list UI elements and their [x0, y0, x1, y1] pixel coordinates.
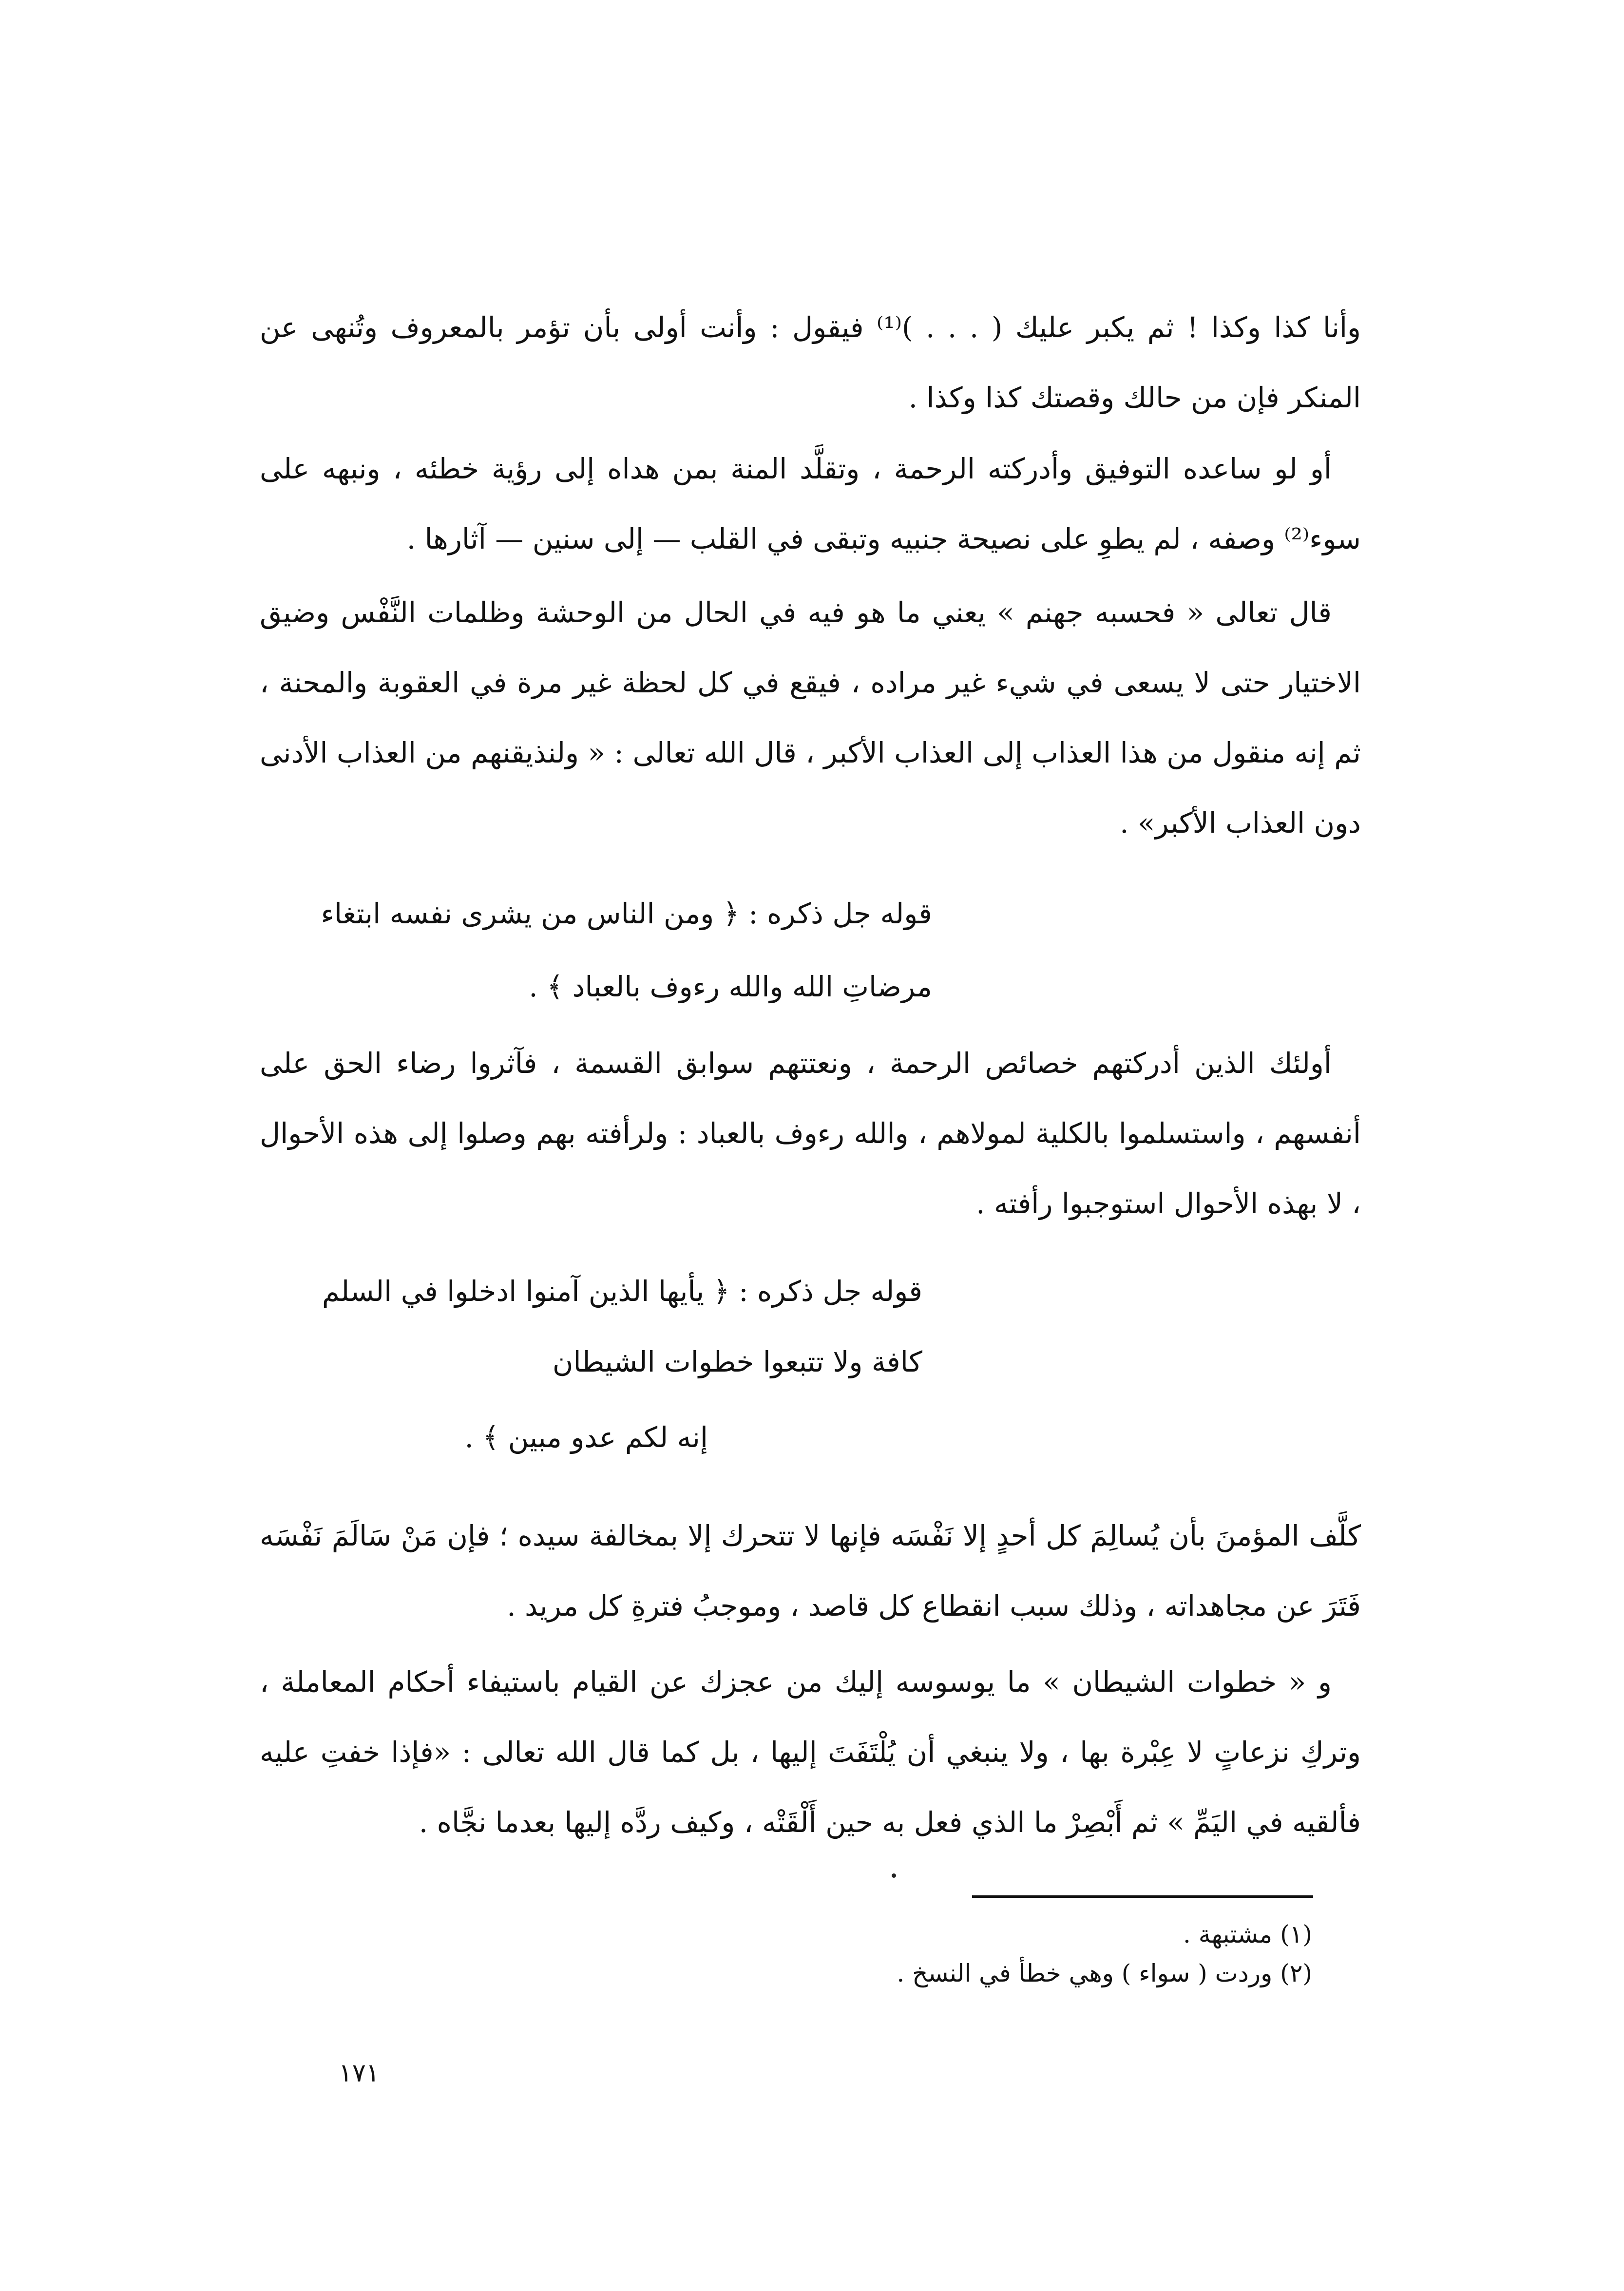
verse-1-line-2: مرضاتِ الله والله رءوف بالعباد ﴾ . — [529, 970, 932, 1003]
verse-2-line-3: إنه لكم عدو مبين ﴾ . — [464, 1421, 708, 1454]
paragraph-2: أو لو ساعده التوفيق وأدركته الرحمة ، وتقلَّد المنة بمن هداه إلى رؤية خطئه ، ونبهه على سوء⁽²⁾ وصفه ، لم يطوِ على نصيحة جنبيه وتبقى في القلب — إلى سنين — آثارها . — [260, 452, 1361, 555]
paragraph-5: كلَّف المؤمنَ بأن يُسالِمَ كل أحدٍ إلا نَفْسَه فإنها لا تتحرك إلا بمخالفة سيده ؛ فإن مَنْ سَالَمَ نَفْسَه فَتَرَ عن مجاهداته ، وذلك سبب انقطاع كل قاصد ، وموجبُ فترةِ كل مريد . — [260, 1519, 1361, 1623]
verse-1-line-1: قوله جل ذكره : ﴿ ومن الناس من يشرى نفسه ابتغاء — [321, 897, 932, 930]
paragraph-6: و « خطوات الشيطان » ما يوسوسه إليك من عجزك عن القيام باستيفاء أحكام المعاملة ، وتركِ نزعاتٍ لا عِبْرة بها ، ولا ينبغي أن يُلْتَفَتَ إليها ، بل كما قال الله تعالى : «فإذا خفتِ عليه فألقيه في اليَمِّ » ثم أَبْصِرْ ما الذي فعل به حين أَلْقَتْه ، وكيف ردَّه إليها بعدما نجَّاه . — [260, 1665, 1361, 1839]
footnote-2: (٢) وردت ( سواء ) وهي خطأ في النسخ . — [897, 1959, 1312, 1987]
paragraph-3: قال تعالى « فحسبه جهنم » يعني ما هو فيه في الحال من الوحشة وظلمات النَّفْس وضيق الاختيار حتى لا يسعى في شيء غير مراده ، فيقع في كل لحظة غير مرة في العقوبة والمحنة ، ثم إنه منقول من هذا العذاب إلى العذاب الأكبر ، قال الله تعالى : « ولنذيقنهم من العذاب الأدنى دون العذاب الأكبر» . — [260, 596, 1361, 840]
verse-2-line-1: قوله جل ذكره : ﴿ يأيها الذين آمنوا ادخلوا في السلم — [322, 1275, 922, 1308]
paragraph-1: وأنا كذا وكذا ! ثم يكبر عليك ( . . . )⁽¹⁾ فيقول : وأنت أولى بأن تؤمر بالمعروف وتُنهى عن المنكر فإن من حالك وقصتك كذا وكذا . — [260, 311, 1361, 414]
ink-speck — [892, 1873, 896, 1878]
paragraph-4: أولئك الذين أدركتهم خصائص الرحمة ، ونعتتهم سوابق القسمة ، فآثروا رضاء الحق على أنفسهم ، واستسلموا بالكلية لمولاهم ، والله رءوف بالعباد : ولرأفته بهم وصلوا إلى هذه الأحوال ، لا بهذه الأحوال استوجبوا رأفته . — [260, 1047, 1361, 1220]
verse-2-line-2: كافة ولا تتبعوا خطوات الشيطان — [552, 1345, 922, 1378]
footnote-separator — [972, 1895, 1313, 1898]
footnote-1: (١) مشتبهة . — [1183, 1920, 1312, 1948]
page-number: ١٧١ — [339, 2059, 380, 2088]
